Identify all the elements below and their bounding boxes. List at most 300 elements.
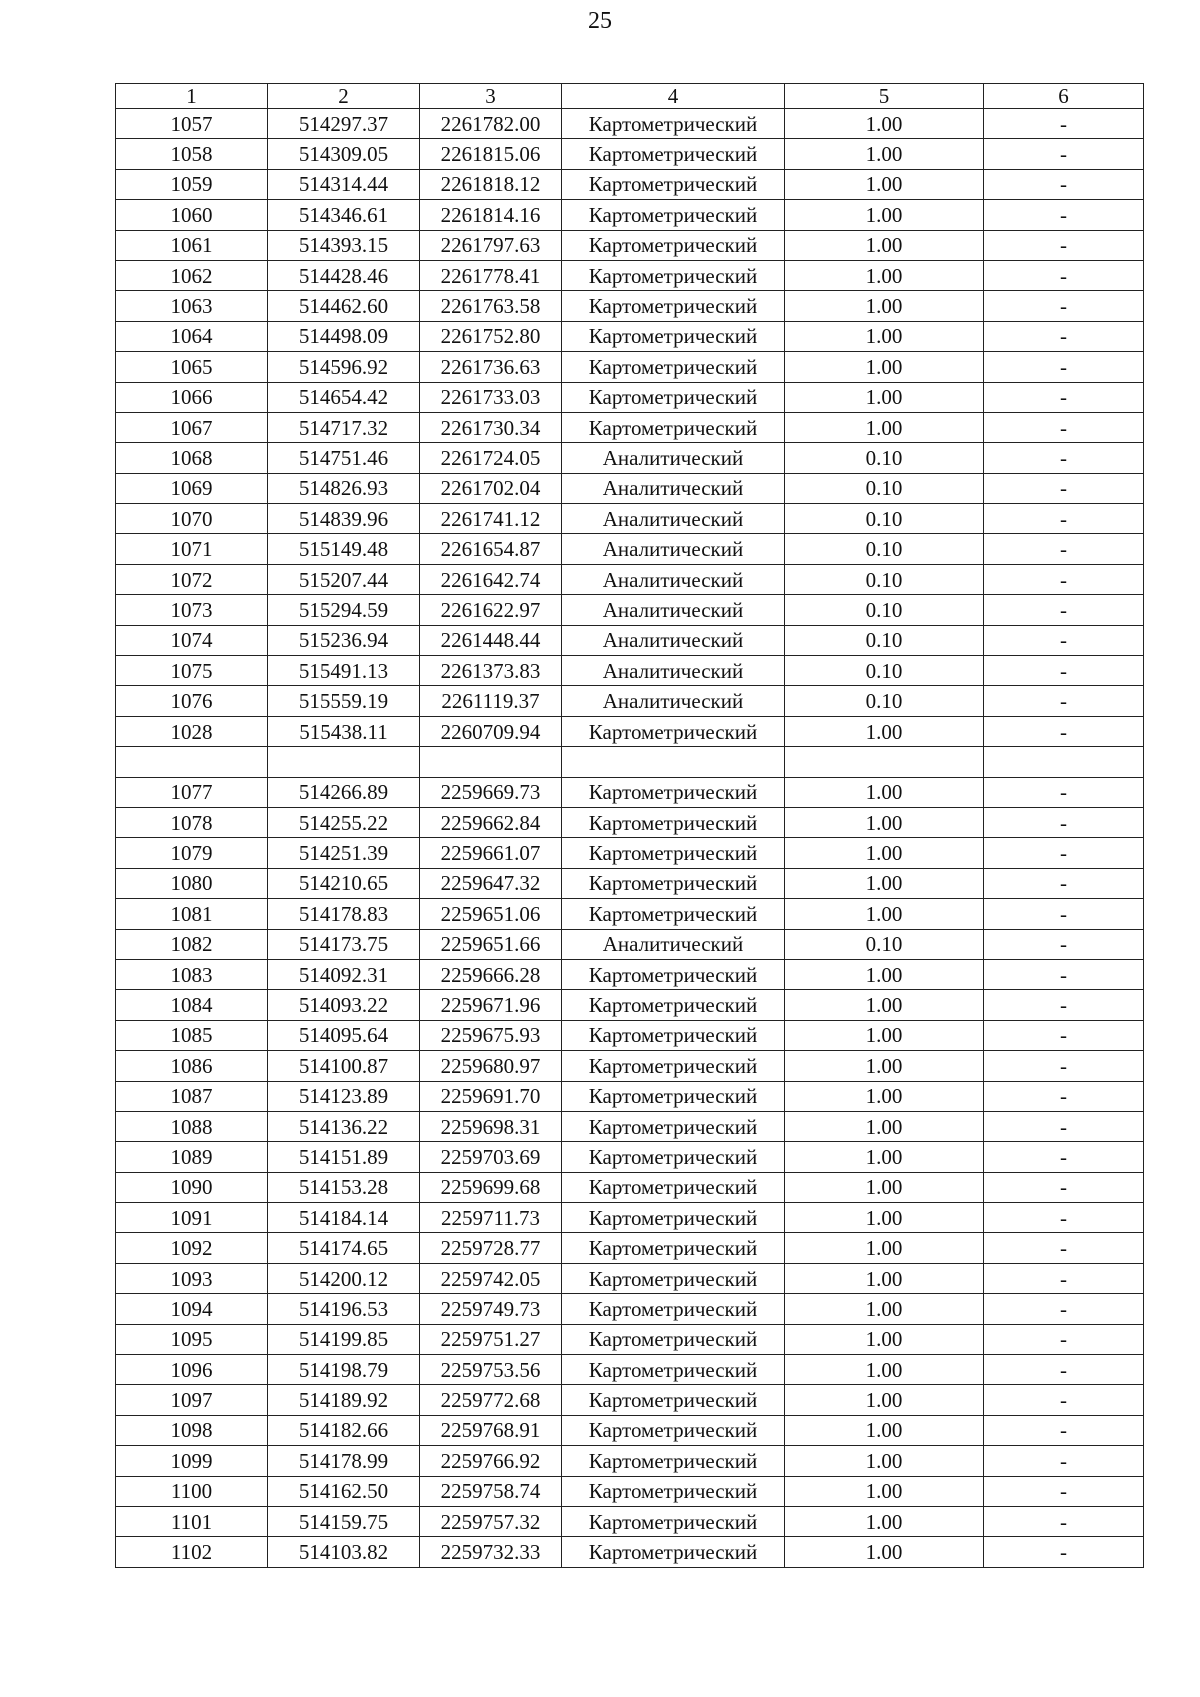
point-number-cell: 1065 bbox=[116, 352, 268, 382]
table-row bbox=[116, 382, 1144, 412]
table-row bbox=[116, 1324, 1144, 1354]
method-cell: Картометрический bbox=[562, 230, 785, 260]
accuracy-cell: 1.00 bbox=[785, 1385, 984, 1415]
method-cell: Аналитический bbox=[562, 534, 785, 564]
y-coordinate-cell: 2259675.93 bbox=[420, 1020, 562, 1050]
y-coordinate-cell: 2259661.07 bbox=[420, 838, 562, 868]
description-cell: - bbox=[984, 443, 1144, 473]
table-row bbox=[116, 686, 1144, 716]
column-header: 3 bbox=[420, 84, 562, 109]
y-coordinate-cell: 2261814.16 bbox=[420, 200, 562, 230]
point-number-cell: 1057 bbox=[116, 109, 268, 139]
table-row bbox=[116, 1506, 1144, 1536]
method-cell: Аналитический bbox=[562, 595, 785, 625]
y-coordinate-cell: 2259751.27 bbox=[420, 1324, 562, 1354]
description-cell: - bbox=[984, 1081, 1144, 1111]
point-number-cell: 1088 bbox=[116, 1111, 268, 1141]
method-cell: Картометрический bbox=[562, 1476, 785, 1506]
table-row bbox=[116, 1020, 1144, 1050]
table-row bbox=[116, 959, 1144, 989]
y-coordinate-cell: 2261373.83 bbox=[420, 656, 562, 686]
description-cell: - bbox=[984, 1263, 1144, 1293]
accuracy-cell: 1.00 bbox=[785, 1506, 984, 1536]
accuracy-cell: 1.00 bbox=[785, 382, 984, 412]
x-coordinate-cell: 514266.89 bbox=[268, 777, 420, 807]
y-coordinate-cell: 2259772.68 bbox=[420, 1385, 562, 1415]
description-cell: - bbox=[984, 1415, 1144, 1445]
x-coordinate-cell: 515207.44 bbox=[268, 564, 420, 594]
y-coordinate-cell: 2261733.03 bbox=[420, 382, 562, 412]
x-coordinate-cell: 514314.44 bbox=[268, 169, 420, 199]
description-cell: - bbox=[984, 1294, 1144, 1324]
y-coordinate-cell: 2259651.06 bbox=[420, 899, 562, 929]
table-row bbox=[116, 504, 1144, 534]
method-cell: Картометрический bbox=[562, 1203, 785, 1233]
description-cell: - bbox=[984, 1020, 1144, 1050]
accuracy-cell: 1.00 bbox=[785, 169, 984, 199]
table-row bbox=[116, 443, 1144, 473]
table-header-row bbox=[116, 84, 1144, 109]
x-coordinate-cell: 514251.39 bbox=[268, 838, 420, 868]
point-number-cell: 1070 bbox=[116, 504, 268, 534]
point-number-cell: 1064 bbox=[116, 321, 268, 351]
x-coordinate-cell: 515559.19 bbox=[268, 686, 420, 716]
y-coordinate-cell: 2261730.34 bbox=[420, 412, 562, 442]
accuracy-cell: 0.10 bbox=[785, 625, 984, 655]
accuracy-cell: 1.00 bbox=[785, 1355, 984, 1385]
description-cell: - bbox=[984, 1476, 1144, 1506]
point-number-cell: 1063 bbox=[116, 291, 268, 321]
point-number-cell: 1100 bbox=[116, 1476, 268, 1506]
table-row bbox=[116, 990, 1144, 1020]
method-cell: Аналитический bbox=[562, 504, 785, 534]
x-coordinate-cell: 515149.48 bbox=[268, 534, 420, 564]
method-cell: Картометрический bbox=[562, 1385, 785, 1415]
point-number-cell: 1082 bbox=[116, 929, 268, 959]
y-coordinate-cell: 2259728.77 bbox=[420, 1233, 562, 1263]
method-cell: Картометрический bbox=[562, 716, 785, 746]
accuracy-cell: 0.10 bbox=[785, 443, 984, 473]
y-coordinate-cell: 2259699.68 bbox=[420, 1172, 562, 1202]
y-coordinate-cell: 2259698.31 bbox=[420, 1111, 562, 1141]
description-cell: - bbox=[984, 656, 1144, 686]
point-number-cell: 1071 bbox=[116, 534, 268, 564]
y-coordinate-cell: 2259662.84 bbox=[420, 807, 562, 837]
accuracy-cell: 1.00 bbox=[785, 1142, 984, 1172]
method-cell: Картометрический bbox=[562, 291, 785, 321]
method-cell: Картометрический bbox=[562, 1537, 785, 1567]
y-coordinate-cell: 2259671.96 bbox=[420, 990, 562, 1020]
y-coordinate-cell: 2259753.56 bbox=[420, 1355, 562, 1385]
table-row bbox=[116, 747, 1144, 777]
table-row bbox=[116, 1385, 1144, 1415]
description-cell: - bbox=[984, 959, 1144, 989]
column-header: 2 bbox=[268, 84, 420, 109]
method-cell: Картометрический bbox=[562, 260, 785, 290]
accuracy-cell: 0.10 bbox=[785, 504, 984, 534]
table-row bbox=[116, 1081, 1144, 1111]
table-row bbox=[116, 1111, 1144, 1141]
y-coordinate-cell: 2261797.63 bbox=[420, 230, 562, 260]
x-coordinate-cell: 514199.85 bbox=[268, 1324, 420, 1354]
y-coordinate-cell: 2259647.32 bbox=[420, 868, 562, 898]
y-coordinate-cell: 2261119.37 bbox=[420, 686, 562, 716]
method-cell: Картометрический bbox=[562, 1294, 785, 1324]
accuracy-cell: 1.00 bbox=[785, 1172, 984, 1202]
point-number-cell: 1090 bbox=[116, 1172, 268, 1202]
table-row bbox=[116, 260, 1144, 290]
method-cell: Аналитический bbox=[562, 443, 785, 473]
table-row bbox=[116, 139, 1144, 169]
accuracy-cell: 1.00 bbox=[785, 1233, 984, 1263]
method-cell: Картометрический bbox=[562, 1051, 785, 1081]
x-coordinate-cell: 514393.15 bbox=[268, 230, 420, 260]
point-number-cell: 1083 bbox=[116, 959, 268, 989]
accuracy-cell: 1.00 bbox=[785, 352, 984, 382]
point-number-cell: 1066 bbox=[116, 382, 268, 412]
description-cell: - bbox=[984, 990, 1144, 1020]
method-cell: Картометрический bbox=[562, 321, 785, 351]
y-coordinate-cell: 2261782.00 bbox=[420, 109, 562, 139]
accuracy-cell: 0.10 bbox=[785, 534, 984, 564]
table-row bbox=[116, 200, 1144, 230]
x-coordinate-cell: 515491.13 bbox=[268, 656, 420, 686]
accuracy-cell: 1.00 bbox=[785, 959, 984, 989]
x-coordinate-cell: 514428.46 bbox=[268, 260, 420, 290]
description-cell: - bbox=[984, 1537, 1144, 1567]
y-coordinate-cell: 2259711.73 bbox=[420, 1203, 562, 1233]
x-coordinate-cell: 514200.12 bbox=[268, 1263, 420, 1293]
x-coordinate-cell: 514100.87 bbox=[268, 1051, 420, 1081]
accuracy-cell: 1.00 bbox=[785, 1537, 984, 1567]
table-row bbox=[116, 595, 1144, 625]
y-coordinate-cell: 2259757.32 bbox=[420, 1506, 562, 1536]
y-coordinate-cell: 2261702.04 bbox=[420, 473, 562, 503]
method-cell: Картометрический bbox=[562, 1506, 785, 1536]
point-number-cell bbox=[116, 747, 268, 777]
x-coordinate-cell: 514210.65 bbox=[268, 868, 420, 898]
method-cell: Аналитический bbox=[562, 686, 785, 716]
description-cell: - bbox=[984, 382, 1144, 412]
y-coordinate-cell: 2261763.58 bbox=[420, 291, 562, 321]
description-cell: - bbox=[984, 625, 1144, 655]
accuracy-cell: 0.10 bbox=[785, 686, 984, 716]
table-row bbox=[116, 412, 1144, 442]
description-cell: - bbox=[984, 169, 1144, 199]
y-coordinate-cell: 2261778.41 bbox=[420, 260, 562, 290]
point-number-cell: 1062 bbox=[116, 260, 268, 290]
point-number-cell: 1075 bbox=[116, 656, 268, 686]
table-row bbox=[116, 1263, 1144, 1293]
y-coordinate-cell: 2259651.66 bbox=[420, 929, 562, 959]
x-coordinate-cell: 514151.89 bbox=[268, 1142, 420, 1172]
point-number-cell: 1079 bbox=[116, 838, 268, 868]
point-number-cell: 1093 bbox=[116, 1263, 268, 1293]
point-number-cell: 1069 bbox=[116, 473, 268, 503]
description-cell: - bbox=[984, 321, 1144, 351]
accuracy-cell: 1.00 bbox=[785, 716, 984, 746]
x-coordinate-cell: 514178.83 bbox=[268, 899, 420, 929]
y-coordinate-cell: 2261642.74 bbox=[420, 564, 562, 594]
table-row bbox=[116, 929, 1144, 959]
y-coordinate-cell: 2259766.92 bbox=[420, 1446, 562, 1476]
column-header: 4 bbox=[562, 84, 785, 109]
x-coordinate-cell: 514095.64 bbox=[268, 1020, 420, 1050]
accuracy-cell: 1.00 bbox=[785, 838, 984, 868]
point-number-cell: 1097 bbox=[116, 1385, 268, 1415]
description-cell: - bbox=[984, 1172, 1144, 1202]
method-cell: Картометрический bbox=[562, 1233, 785, 1263]
description-cell: - bbox=[984, 777, 1144, 807]
point-number-cell: 1073 bbox=[116, 595, 268, 625]
x-coordinate-cell: 514498.09 bbox=[268, 321, 420, 351]
table-row bbox=[116, 1233, 1144, 1263]
description-cell: - bbox=[984, 1446, 1144, 1476]
point-number-cell: 1091 bbox=[116, 1203, 268, 1233]
x-coordinate-cell: 514174.65 bbox=[268, 1233, 420, 1263]
point-number-cell: 1078 bbox=[116, 807, 268, 837]
accuracy-cell bbox=[785, 747, 984, 777]
description-cell: - bbox=[984, 929, 1144, 959]
description-cell: - bbox=[984, 473, 1144, 503]
point-number-cell: 1074 bbox=[116, 625, 268, 655]
description-cell bbox=[984, 747, 1144, 777]
point-number-cell: 1060 bbox=[116, 200, 268, 230]
description-cell: - bbox=[984, 139, 1144, 169]
accuracy-cell: 1.00 bbox=[785, 1476, 984, 1506]
y-coordinate-cell: 2259703.69 bbox=[420, 1142, 562, 1172]
description-cell: - bbox=[984, 899, 1144, 929]
x-coordinate-cell: 514717.32 bbox=[268, 412, 420, 442]
point-number-cell: 1076 bbox=[116, 686, 268, 716]
accuracy-cell: 1.00 bbox=[785, 412, 984, 442]
point-number-cell: 1099 bbox=[116, 1446, 268, 1476]
x-coordinate-cell: 514159.75 bbox=[268, 1506, 420, 1536]
accuracy-cell: 1.00 bbox=[785, 1051, 984, 1081]
table-row bbox=[116, 1203, 1144, 1233]
table-row bbox=[116, 109, 1144, 139]
y-coordinate-cell: 2260709.94 bbox=[420, 716, 562, 746]
x-coordinate-cell: 514178.99 bbox=[268, 1446, 420, 1476]
point-number-cell: 1058 bbox=[116, 139, 268, 169]
x-coordinate-cell: 514182.66 bbox=[268, 1415, 420, 1445]
y-coordinate-cell: 2259749.73 bbox=[420, 1294, 562, 1324]
x-coordinate-cell: 514654.42 bbox=[268, 382, 420, 412]
x-coordinate-cell: 514092.31 bbox=[268, 959, 420, 989]
accuracy-cell: 1.00 bbox=[785, 990, 984, 1020]
accuracy-cell: 1.00 bbox=[785, 321, 984, 351]
x-coordinate-cell: 514596.92 bbox=[268, 352, 420, 382]
description-cell: - bbox=[984, 412, 1144, 442]
accuracy-cell: 1.00 bbox=[785, 291, 984, 321]
description-cell: - bbox=[984, 868, 1144, 898]
method-cell: Картометрический bbox=[562, 139, 785, 169]
point-number-cell: 1092 bbox=[116, 1233, 268, 1263]
method-cell: Аналитический bbox=[562, 564, 785, 594]
description-cell: - bbox=[984, 504, 1144, 534]
point-number-cell: 1096 bbox=[116, 1355, 268, 1385]
method-cell: Картометрический bbox=[562, 1020, 785, 1050]
y-coordinate-cell: 2259669.73 bbox=[420, 777, 562, 807]
x-coordinate-cell: 514153.28 bbox=[268, 1172, 420, 1202]
x-coordinate-cell: 514184.14 bbox=[268, 1203, 420, 1233]
y-coordinate-cell: 2261622.97 bbox=[420, 595, 562, 625]
description-cell: - bbox=[984, 838, 1144, 868]
description-cell: - bbox=[984, 686, 1144, 716]
y-coordinate-cell: 2261448.44 bbox=[420, 625, 562, 655]
method-cell: Картометрический bbox=[562, 1324, 785, 1354]
description-cell: - bbox=[984, 352, 1144, 382]
accuracy-cell: 1.00 bbox=[785, 807, 984, 837]
x-coordinate-cell: 515236.94 bbox=[268, 625, 420, 655]
accuracy-cell: 1.00 bbox=[785, 1415, 984, 1445]
accuracy-cell: 1.00 bbox=[785, 1446, 984, 1476]
table-row bbox=[116, 838, 1144, 868]
description-cell: - bbox=[984, 1233, 1144, 1263]
y-coordinate-cell: 2261736.63 bbox=[420, 352, 562, 382]
method-cell: Аналитический bbox=[562, 656, 785, 686]
point-number-cell: 1098 bbox=[116, 1415, 268, 1445]
description-cell: - bbox=[984, 1506, 1144, 1536]
description-cell: - bbox=[984, 1142, 1144, 1172]
table-row bbox=[116, 1537, 1144, 1567]
point-number-cell: 1089 bbox=[116, 1142, 268, 1172]
description-cell: - bbox=[984, 1355, 1144, 1385]
method-cell: Картометрический bbox=[562, 352, 785, 382]
accuracy-cell: 1.00 bbox=[785, 200, 984, 230]
y-coordinate-cell: 2261654.87 bbox=[420, 534, 562, 564]
description-cell: - bbox=[984, 200, 1144, 230]
accuracy-cell: 1.00 bbox=[785, 868, 984, 898]
method-cell: Картометрический bbox=[562, 412, 785, 442]
method-cell: Картометрический bbox=[562, 990, 785, 1020]
point-number-cell: 1059 bbox=[116, 169, 268, 199]
x-coordinate-cell: 514173.75 bbox=[268, 929, 420, 959]
x-coordinate-cell: 514093.22 bbox=[268, 990, 420, 1020]
accuracy-cell: 1.00 bbox=[785, 899, 984, 929]
x-coordinate-cell: 514297.37 bbox=[268, 109, 420, 139]
accuracy-cell: 1.00 bbox=[785, 1020, 984, 1050]
method-cell: Картометрический bbox=[562, 169, 785, 199]
table-row bbox=[116, 1476, 1144, 1506]
accuracy-cell: 1.00 bbox=[785, 1324, 984, 1354]
accuracy-cell: 0.10 bbox=[785, 929, 984, 959]
page-number: 25 bbox=[588, 8, 612, 34]
y-coordinate-cell: 2261741.12 bbox=[420, 504, 562, 534]
x-coordinate-cell: 515438.11 bbox=[268, 716, 420, 746]
table-row bbox=[116, 473, 1144, 503]
table-row bbox=[116, 352, 1144, 382]
y-coordinate-cell: 2259768.91 bbox=[420, 1415, 562, 1445]
table-row bbox=[116, 321, 1144, 351]
x-coordinate-cell: 514462.60 bbox=[268, 291, 420, 321]
accuracy-cell: 0.10 bbox=[785, 473, 984, 503]
accuracy-cell: 0.10 bbox=[785, 564, 984, 594]
accuracy-cell: 0.10 bbox=[785, 656, 984, 686]
table-row bbox=[116, 868, 1144, 898]
description-cell: - bbox=[984, 230, 1144, 260]
point-number-cell: 1085 bbox=[116, 1020, 268, 1050]
x-coordinate-cell: 514162.50 bbox=[268, 1476, 420, 1506]
point-number-cell: 1086 bbox=[116, 1051, 268, 1081]
description-cell: - bbox=[984, 595, 1144, 625]
method-cell: Картометрический bbox=[562, 1081, 785, 1111]
x-coordinate-cell: 514751.46 bbox=[268, 443, 420, 473]
method-cell: Картометрический bbox=[562, 777, 785, 807]
x-coordinate-cell: 515294.59 bbox=[268, 595, 420, 625]
x-coordinate-cell: 514255.22 bbox=[268, 807, 420, 837]
column-header: 5 bbox=[785, 84, 984, 109]
table-row bbox=[116, 291, 1144, 321]
table-row bbox=[116, 625, 1144, 655]
method-cell: Аналитический bbox=[562, 929, 785, 959]
point-number-cell: 1061 bbox=[116, 230, 268, 260]
table-row bbox=[116, 1294, 1144, 1324]
table-row bbox=[116, 1355, 1144, 1385]
description-cell: - bbox=[984, 1324, 1144, 1354]
table-row bbox=[116, 1172, 1144, 1202]
y-coordinate-cell: 2259691.70 bbox=[420, 1081, 562, 1111]
y-coordinate-cell: 2261752.80 bbox=[420, 321, 562, 351]
method-cell: Картометрический bbox=[562, 807, 785, 837]
method-cell: Картометрический bbox=[562, 868, 785, 898]
point-number-cell: 1067 bbox=[116, 412, 268, 442]
description-cell: - bbox=[984, 1385, 1144, 1415]
description-cell: - bbox=[984, 1111, 1144, 1141]
description-cell: - bbox=[984, 260, 1144, 290]
description-cell: - bbox=[984, 1051, 1144, 1081]
accuracy-cell: 1.00 bbox=[785, 1263, 984, 1293]
x-coordinate-cell: 514346.61 bbox=[268, 200, 420, 230]
method-cell: Картометрический bbox=[562, 1172, 785, 1202]
point-number-cell: 1084 bbox=[116, 990, 268, 1020]
table-row bbox=[116, 169, 1144, 199]
accuracy-cell: 1.00 bbox=[785, 1081, 984, 1111]
method-cell: Картометрический bbox=[562, 1142, 785, 1172]
method-cell: Картометрический bbox=[562, 959, 785, 989]
accuracy-cell: 1.00 bbox=[785, 1111, 984, 1141]
table-row bbox=[116, 1142, 1144, 1172]
accuracy-cell: 1.00 bbox=[785, 139, 984, 169]
table-row bbox=[116, 716, 1144, 746]
point-number-cell: 1028 bbox=[116, 716, 268, 746]
y-coordinate-cell: 2259680.97 bbox=[420, 1051, 562, 1081]
table-row bbox=[116, 899, 1144, 929]
method-cell: Картометрический bbox=[562, 1415, 785, 1445]
y-coordinate-cell bbox=[420, 747, 562, 777]
description-cell: - bbox=[984, 807, 1144, 837]
table-row bbox=[116, 230, 1144, 260]
method-cell bbox=[562, 747, 785, 777]
method-cell: Картометрический bbox=[562, 1111, 785, 1141]
y-coordinate-cell: 2259742.05 bbox=[420, 1263, 562, 1293]
method-cell: Картометрический bbox=[562, 1355, 785, 1385]
point-number-cell: 1072 bbox=[116, 564, 268, 594]
x-coordinate-cell: 514189.92 bbox=[268, 1385, 420, 1415]
point-number-cell: 1102 bbox=[116, 1537, 268, 1567]
table-row bbox=[116, 1051, 1144, 1081]
method-cell: Картометрический bbox=[562, 200, 785, 230]
x-coordinate-cell: 514839.96 bbox=[268, 504, 420, 534]
table-row bbox=[116, 807, 1144, 837]
method-cell: Картометрический bbox=[562, 1263, 785, 1293]
method-cell: Аналитический bbox=[562, 625, 785, 655]
description-cell: - bbox=[984, 291, 1144, 321]
method-cell: Картометрический bbox=[562, 899, 785, 929]
description-cell: - bbox=[984, 564, 1144, 594]
y-coordinate-cell: 2261724.05 bbox=[420, 443, 562, 473]
point-number-cell: 1081 bbox=[116, 899, 268, 929]
